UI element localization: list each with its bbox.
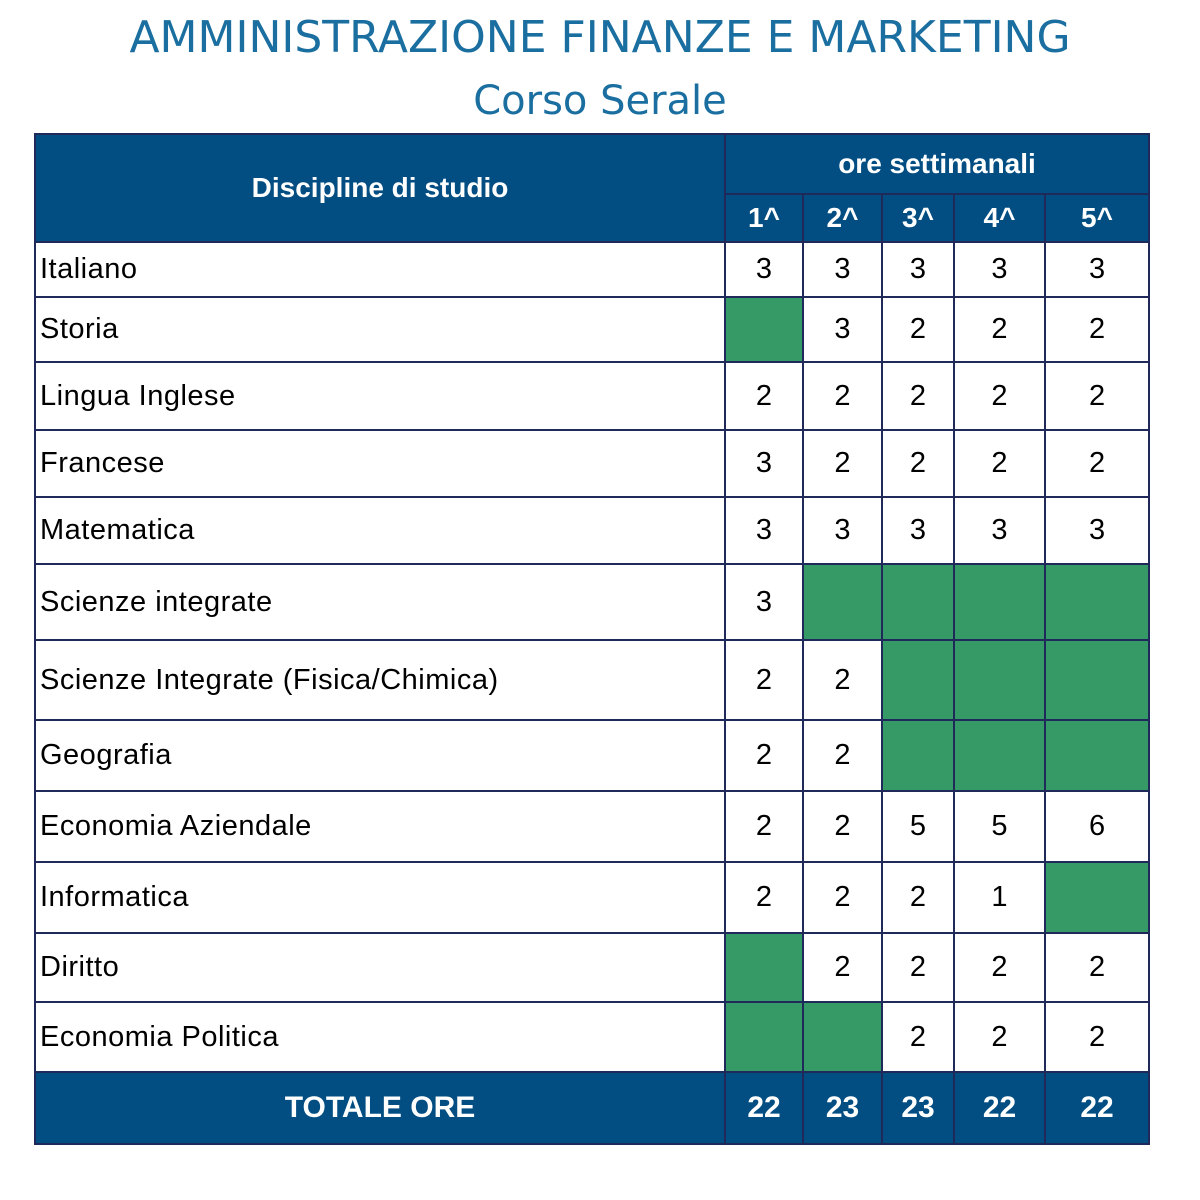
not-taught-cell [725,933,803,1002]
hours-cell: 3 [725,430,803,497]
table-row [35,362,1149,430]
hours-cell: 2 [803,640,882,720]
subject-name: Matematica [35,497,725,564]
total-hours-cell: 22 [954,1072,1045,1144]
hours-cell: 2 [1045,297,1149,362]
hours-cell: 5 [954,791,1045,862]
year-header: 4^ [954,194,1045,242]
hours-cell: 2 [882,430,954,497]
hours-cell: 3 [954,242,1045,297]
table-row [35,640,1149,720]
subject-name: Italiano [35,242,725,297]
table-row [35,564,1149,640]
table-row [35,497,1149,564]
subject-name: Francese [35,430,725,497]
hours-cell: 2 [803,862,882,933]
not-taught-cell [954,640,1045,720]
hours-cell: 2 [725,362,803,430]
subject-name: Economia Aziendale [35,791,725,862]
hours-cell: 1 [954,862,1045,933]
not-taught-cell [954,720,1045,791]
total-hours-cell: 22 [1045,1072,1149,1144]
hours-cell: 3 [803,242,882,297]
not-taught-cell [954,564,1045,640]
not-taught-cell [1045,564,1149,640]
hours-cell: 2 [1045,933,1149,1002]
not-taught-cell [1045,720,1149,791]
hours-header: ore settimanali [725,134,1149,194]
table-body [35,242,1149,1144]
hours-cell: 3 [882,242,954,297]
hours-cell: 2 [954,933,1045,1002]
subject-name: Storia [35,297,725,362]
table-row [35,1002,1149,1072]
table-row [35,791,1149,862]
table-row [35,862,1149,933]
not-taught-cell [803,564,882,640]
not-taught-cell [882,720,954,791]
hours-cell: 6 [1045,791,1149,862]
hours-cell: 2 [803,720,882,791]
hours-cell: 2 [882,1002,954,1072]
year-header: 1^ [725,194,803,242]
hours-cell: 2 [803,933,882,1002]
subject-name: Geografia [35,720,725,791]
hours-cell: 2 [954,297,1045,362]
hours-cell: 2 [803,430,882,497]
hours-cell: 2 [1045,430,1149,497]
not-taught-cell [882,640,954,720]
hours-cell: 2 [954,362,1045,430]
not-taught-cell [725,1002,803,1072]
year-header: 5^ [1045,194,1149,242]
hours-cell: 2 [803,362,882,430]
not-taught-cell [882,564,954,640]
hours-cell: 2 [954,430,1045,497]
total-label: TOTALE ORE [35,1072,725,1144]
hours-cell: 5 [882,791,954,862]
hours-cell: 2 [725,720,803,791]
page-title: AMMINISTRAZIONE FINANZE E MARKETING [129,12,1071,63]
total-hours-cell: 23 [882,1072,954,1144]
table-row [35,933,1149,1002]
subject-name: Scienze integrate [35,564,725,640]
hours-cell: 3 [725,242,803,297]
subject-name: Informatica [35,862,725,933]
hours-cell: 3 [1045,242,1149,297]
hours-cell: 3 [725,497,803,564]
schedule-table [34,133,1150,1145]
not-taught-cell [1045,640,1149,720]
hours-cell: 2 [725,862,803,933]
not-taught-cell [1045,862,1149,933]
subject-name: Lingua Inglese [35,362,725,430]
subjects-header: Discipline di studio [35,134,725,242]
hours-cell: 2 [1045,362,1149,430]
hours-cell: 3 [882,497,954,564]
table-row [35,720,1149,791]
hours-cell: 3 [954,497,1045,564]
hours-cell: 2 [954,1002,1045,1072]
hours-cell: 2 [725,791,803,862]
not-taught-cell [725,297,803,362]
year-header: 3^ [882,194,954,242]
not-taught-cell [803,1002,882,1072]
table-row [35,297,1149,362]
hours-cell: 3 [803,497,882,564]
hours-cell: 3 [803,297,882,362]
table-row [35,430,1149,497]
hours-cell: 2 [1045,1002,1149,1072]
subject-name: Diritto [35,933,725,1002]
page-subtitle: Corso Serale [473,78,727,124]
total-hours-cell: 22 [725,1072,803,1144]
hours-cell: 2 [725,640,803,720]
hours-cell: 2 [882,362,954,430]
hours-cell: 2 [882,862,954,933]
table-row [35,242,1149,297]
total-hours-cell: 23 [803,1072,882,1144]
subject-name: Scienze Integrate (Fisica/Chimica) [35,640,725,720]
hours-cell: 2 [803,791,882,862]
hours-cell: 3 [725,564,803,640]
total-row [35,1072,1149,1144]
year-header: 2^ [803,194,882,242]
hours-cell: 3 [1045,497,1149,564]
subject-name: Economia Politica [35,1002,725,1072]
hours-cell: 2 [882,933,954,1002]
hours-cell: 2 [882,297,954,362]
